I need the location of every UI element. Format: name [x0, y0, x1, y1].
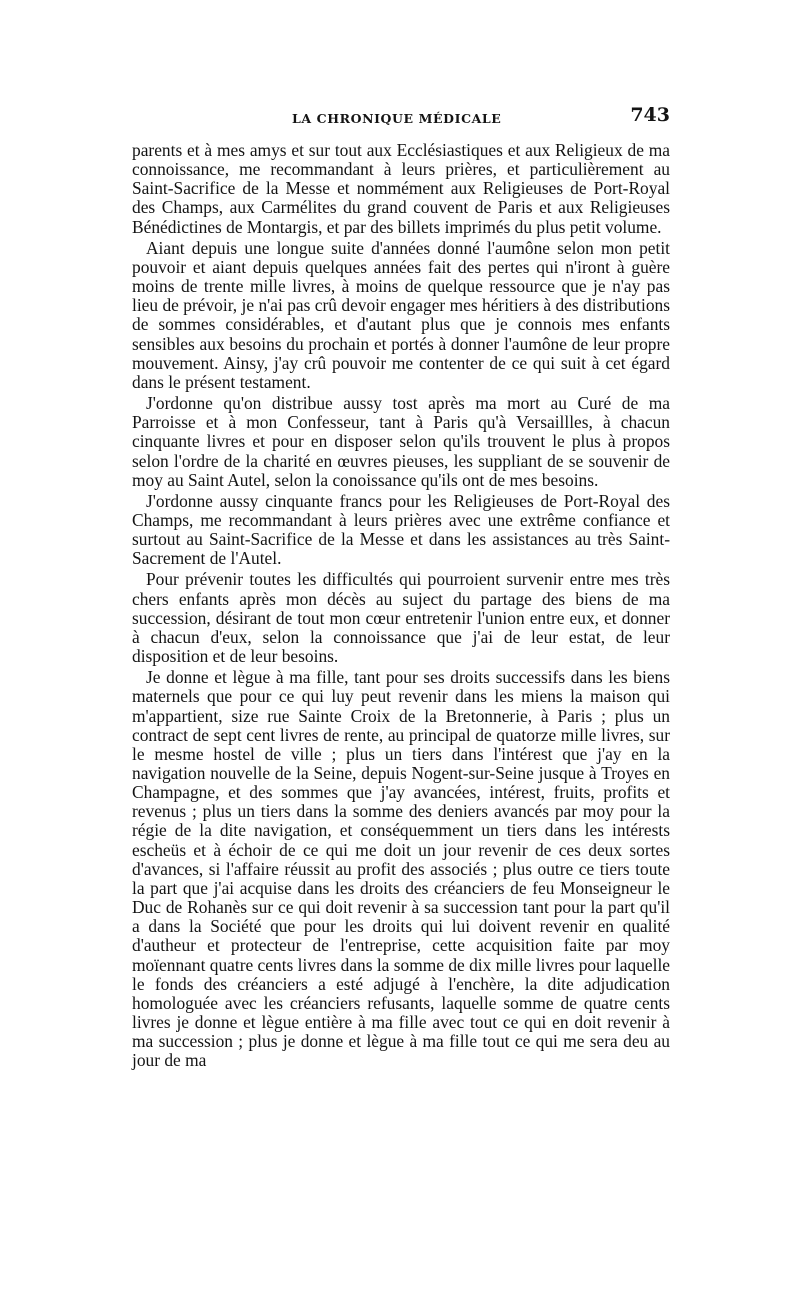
paragraph-2: Aiant depuis une longue suite d'années donné l'aumône selon mon petit pouvoir et aiant depuis quelques années fait des pertes qui n'iront à guère moins de trente mille livres, à moins de quelque ressource que je n'ay pas lieu de prévoir, je n'ai pas crû devoir engager mes héritiers à des distributions de sommes considérables, et d'autant plus que je connois mes enfants sensibles aux besoins du prochain et portés à donner l'aumône de leur propre mouvement. Ainsy, j'ay crû pouvoir me contenter de ce qui suit à cet égard dans le présent testament. — [132, 237, 670, 392]
page-header — [132, 104, 670, 130]
paragraph-1: parents et à mes amys et sur tout aux Ecclésiastiques et aux Religieux de ma connoissance, me recommandant à leurs prières, et particulièrement au Saint-Sacrifice de la Messe et nommément aux Religieuses de Port-Royal des Champs, aux Carmélites du grand couvent de Paris et aux Religieuses Bénédictines de Montargis, et par des billets imprimés du plus petit volume. — [132, 140, 670, 237]
paragraph-5: Pour prévenir toutes les difficultés qui pourroient survenir entre mes très chers enfants après mon décès au suject du partage des biens de ma succession, désirant de tout mon cœur entretenir l'union entre eux, et donner à chacun d'eux, selon la connoissance que j'ai de leur estat, de leur disposition et de leur besoins. — [132, 569, 670, 667]
paragraph-3: J'ordonne qu'on distribue aussy tost après ma mort au Curé de ma Parroisse et à mon Confesseur, tant à Paris qu'à Versaillles, à chacun cinquante livres et pour en disposer selon qu'ils trouvent le plus à propos selon l'ordre de la charité en œuvres pieuses, les suppliant de se souvenir de moy au Saint Autel, selon la conoissance qu'ils ont de mes besoins. — [132, 393, 670, 490]
page-number: 743 — [630, 104, 670, 126]
paragraph-4: J'ordonne aussy cinquante francs pour les Religieuses de Port-Royal des Champs, me recommandant à leurs prières avec une extrême confiance et surtout au Saint-Sacrifice de la Messe et dans les assistances au très Saint-Sacrement de l'Autel. — [132, 490, 670, 569]
paragraph-6: Je donne et lègue à ma fille, tant pour ses droits successifs dans les biens maternels que pour ce qui luy peut revenir dans les miens la maison qui m'appartient, size rue Sainte Croix de la Bretonnerie, à Paris ; plus un contract de sept cent livres de rente, au principal de quatorze mille livres, sur le mesme hostel de ville ; plus un tiers dans l'intérest que j'ay en la navigation nouvelle de la Seine, depuis Nogent-sur-Seine jusque à Troyes en Champagne, et des sommes que j'ay avancées, intérest, fruits, profits et revenus ; plus un tiers dans la somme des deniers avancés par moy pour la régie de la dite navigation, et conséquemment un tiers dans les intérests escheüs et à échoir de ce qui me doit un jour revenir de ces deux sortes d'avances, si l'affaire réussit au profit des associés ; plus outre ce tiers toute la part que j'ai acquise dans les droits des créanciers de feu Monseigneur le Duc de Rohanès sur ce qui doit revenir à sa succession tant pour la part qu'il a dans la Société que pour les droits qui lui doivent revenir en qualité d'autheur et protecteur de l'entreprise, cette acquisition faite par moy moïennant quatre cents livres dans la somme de dix mille livres pour laquelle le fonds des créanciers a esté adjugé à l'enchère, la dite adjudication homologuée avec les créanciers refusants, laquelle somme de quatre cents livres je donne et lègue entière à ma fille avec tout ce qui en doit revenir à ma succession ; plus je donne et lègue à ma fille tout ce qui me sera deu au jour de ma — [132, 667, 670, 1071]
body-text — [132, 141, 670, 1071]
running-title: LA CHRONIQUE MÉDICALE — [292, 111, 502, 126]
